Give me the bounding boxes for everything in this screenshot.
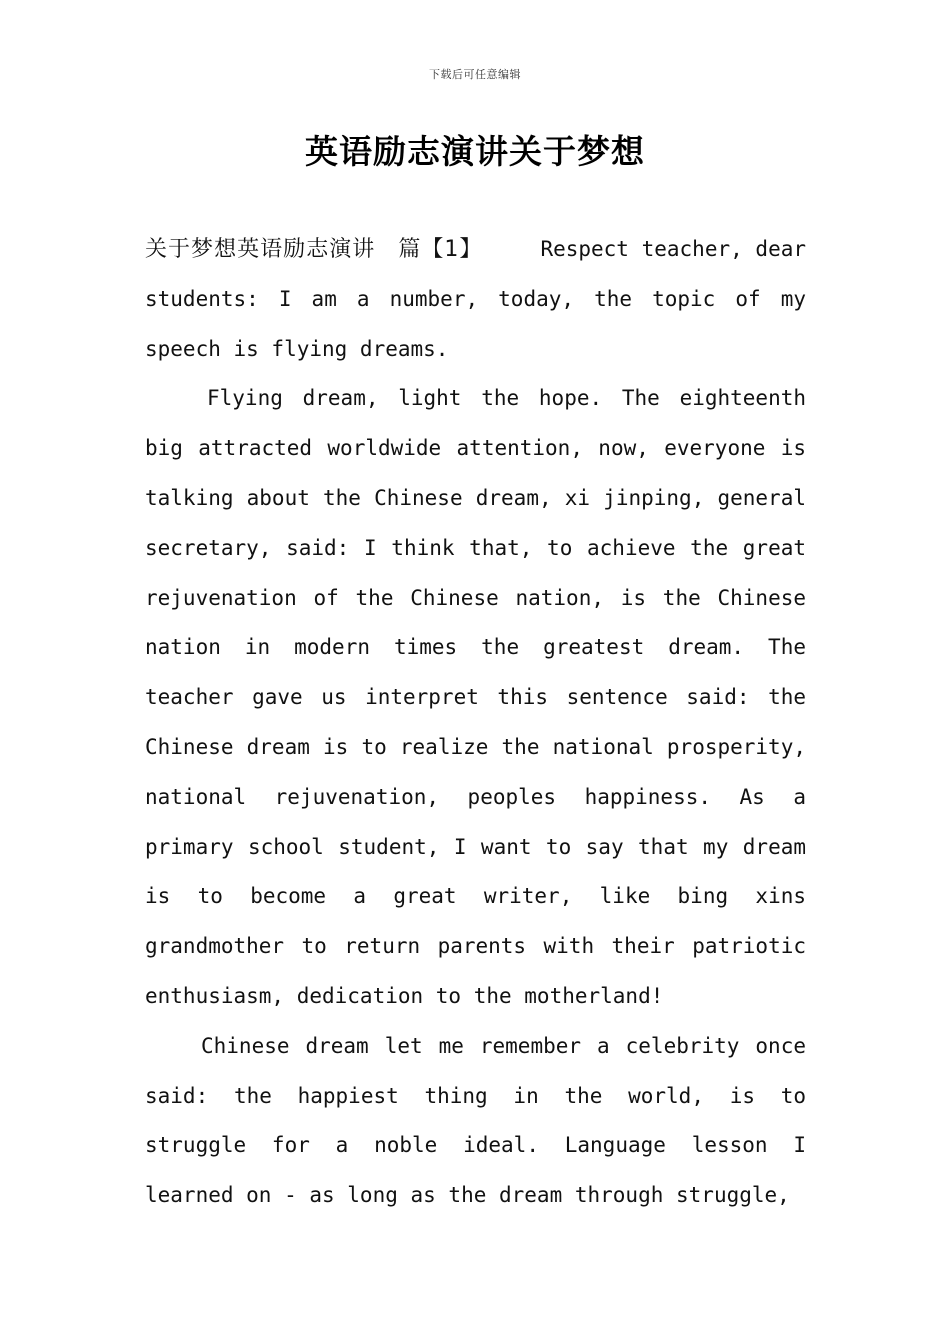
document-body <box>145 225 806 1221</box>
section-label: 关于梦想英语励志演讲 篇【1】 <box>145 237 483 262</box>
paragraph-chinese-dream: Chinese dream let me remember a celebrity once said: the happiest thing in the world, is to struggle for a noble ideal. Language lesson I learned on - as long as the dream through struggle, <box>145 1033 806 1208</box>
paragraph-flying-dream: Flying dream, light the hope. The eighteenth big attracted worldwide attention, now, everyone is talking about the Chinese dream, xi jinping, general secretary, said: I think that, to achieve the great rejuvenation of the Chinese nation, is the Chinese nation in modern times the greatest dream. The teacher gave us interpret this sentence said: the Chinese dream is to realize the national prosperity, national rejuvenation, peoples happiness. As a primary school student, I want to say that my dream is to become a great writer, like bing xins grandmother to return parents with their patriotic enthusiasm, dedication to the motherland! <box>145 386 806 1008</box>
paragraph-text: Respect teacher, dear students: I am a number, today, the topic of my speech is flying dreams. <box>145 237 806 361</box>
document-title: 英语励志演讲关于梦想 <box>305 132 645 171</box>
paragraph-intro <box>145 225 806 374</box>
page-header-note: 下载后可任意编辑 <box>429 68 521 81</box>
